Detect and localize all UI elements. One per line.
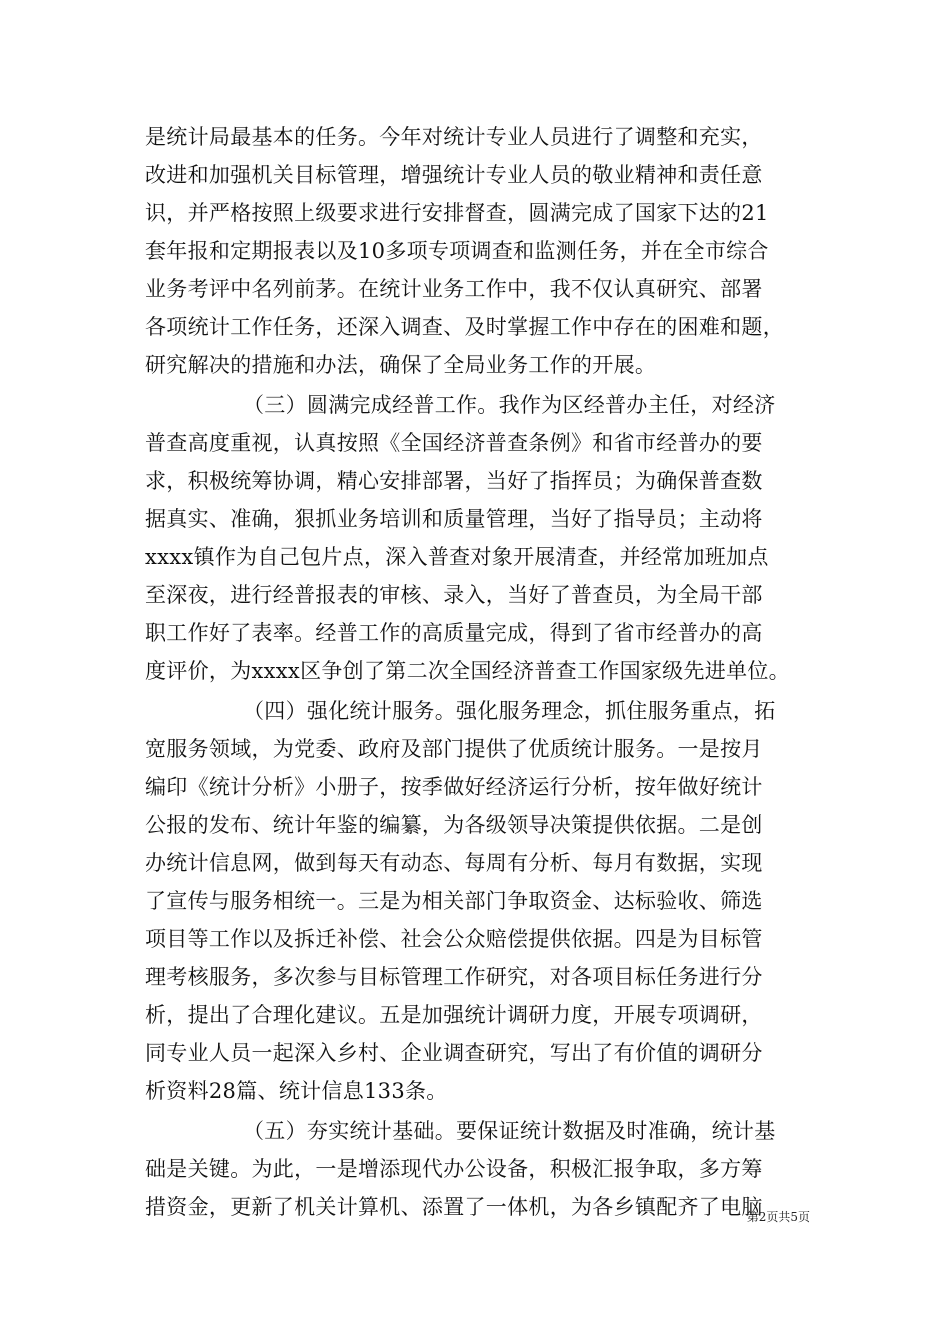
text-line: 析资料28篇、统计信息133条。 [145,1079,448,1103]
text-line: 了宣传与服务相统一。三是为相关部门争取资金、达标验收、筛选 [145,889,763,913]
text-line: 求，积极统筹协调，精心安排部署，当好了指挥员；为确保普查数 [145,469,763,493]
text-line: 编印《统计分析》小册子，按季做好经济运行分析，按年做好统计 [145,775,763,799]
paragraph-heading-4: （四）强化统计服务。强化服务理念，抓住服务重点，拓 [243,699,776,723]
text-line: 础是关键。为此，一是增添现代办公设备，积极汇报争取，多方筹 [145,1157,763,1181]
text-line: 公报的发布、统计年鉴的编纂，为各级领导决策提供依据。二是创 [145,813,763,837]
text-line: xxxx镇作为自己包片点，深入普查对象开展清查，并经常加班加点 [145,545,769,569]
text-line: 普查高度重视，认真按照《全国经济普查条例》和省市经普办的要 [145,431,763,455]
text-line: 理考核服务，多次参与目标管理工作研究，对各项目标任务进行分 [145,965,763,989]
text-line: 项目等工作以及拆迁补偿、社会公众赔偿提供依据。四是为目标管 [145,927,763,951]
text-line: 研究解决的措施和办法，确保了全局业务工作的开展。 [145,353,657,377]
text-line: 是统计局最基本的任务。今年对统计专业人员进行了调整和充实， [145,125,763,149]
text-line: 识，并严格按照上级要求进行安排督查，圆满完成了国家下达的21 [145,201,769,225]
text-line: 业务考评中名列前茅。在统计业务工作中，我不仅认真研究、部署 [145,277,763,301]
page-number: 第2页共5页 [746,1210,810,1224]
body-text [145,118,815,1226]
text-line: 职工作好了表率。经普工作的高质量完成，得到了省市经普办的高 [145,621,763,645]
text-line: 宽服务领域，为党委、政府及部门提供了优质统计服务。一是按月 [145,737,763,761]
text-line: 至深夜，进行经普报表的审核、录入，当好了普查员，为全局干部 [145,583,763,607]
text-line: 析，提出了合理化建议。五是加强统计调研力度，开展专项调研， [145,1003,763,1027]
text-line: 措资金，更新了机关计算机、添置了一体机，为各乡镇配齐了电脑 [145,1195,763,1219]
text-line: 各项统计工作任务，还深入调查、及时掌握工作中存在的困难和题， [145,315,784,339]
paragraph-heading-5: （五）夯实统计基础。要保证统计数据及时准确，统计基 [243,1119,776,1143]
text-line: 据真实、准确，狠抓业务培训和质量管理，当好了指导员；主动将 [145,507,763,531]
text-line: 办统计信息网，做到每天有动态、每周有分析、每月有数据，实现 [145,851,763,875]
text-line: 改进和加强机关目标管理，增强统计专业人员的敬业精神和责任意 [145,163,763,187]
text-line: 同专业人员一起深入乡村、企业调查研究，写出了有价值的调研分 [145,1041,763,1065]
text-line: 套年报和定期报表以及10多项专项调查和监测任务，并在全市综合 [145,239,769,263]
paragraph-heading-3: （三）圆满完成经普工作。我作为区经普办主任，对经济 [243,393,776,417]
text-line: 度评价，为xxxx区争创了第二次全国经济普查工作国家级先进单位。 [145,659,790,683]
